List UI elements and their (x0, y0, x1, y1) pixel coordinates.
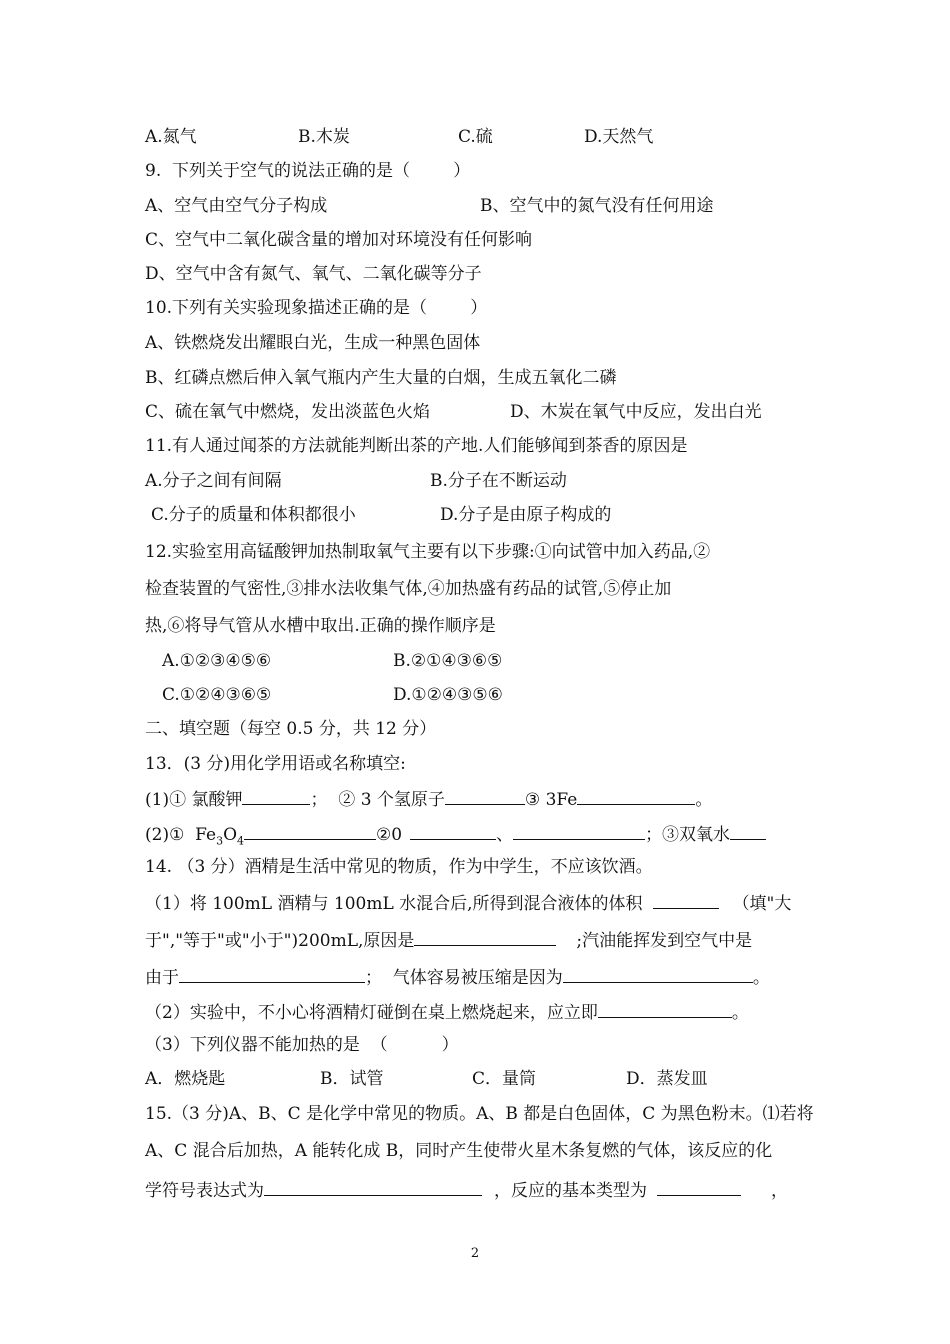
q8-option-a: A.氮气 (145, 127, 197, 147)
blank[interactable] (179, 965, 365, 983)
q12-line-2: 检查装置的气密性,③排水法收集气体,④加热盛有药品的试管,⑤停止加 (145, 579, 672, 599)
q13-r2-label-2: ②0 (376, 825, 403, 845)
q8-option-c: C.硫 (458, 127, 493, 147)
q13-row-1 (145, 787, 712, 811)
q14-text: ； 气体容易被压缩是因为 (365, 968, 563, 988)
blank[interactable] (653, 891, 719, 909)
q14-line-2 (145, 928, 752, 952)
q10-option-c: C、硫在氧气中燃烧，发出淡蓝色火焰 (145, 402, 431, 422)
q9-option-a: A、空气由空气分子构成 (145, 196, 328, 216)
q14-option-c: C．量筒 (472, 1069, 537, 1089)
q14-text: ;汽油能挥发到空气中是 (576, 931, 753, 951)
q14-line-3 (145, 965, 770, 989)
subscript: 3 (216, 834, 224, 848)
q12-option-a: A.①②③④⑤⑥ (162, 651, 272, 671)
page-number: 2 (470, 1246, 480, 1261)
q13-r2-comma: 、 (496, 825, 514, 845)
blank[interactable] (244, 822, 376, 840)
q14-text: 于","等于"或"小于")200mL,原因是 (145, 931, 415, 951)
q10-option-d: D、木炭在氧气中反应，发出白光 (510, 402, 762, 422)
blank[interactable] (513, 822, 645, 840)
blank[interactable] (577, 787, 695, 805)
q10-option-a: A、铁燃烧发出耀眼白光，生成一种黑色固体 (145, 333, 481, 353)
blank[interactable] (264, 1178, 482, 1196)
q15-line-3 (145, 1178, 788, 1202)
q13-stem: 13．(3 分)用化学用语或名称填空: (145, 754, 406, 774)
blank[interactable] (445, 787, 525, 805)
section-heading: 二、填空题（每空 0.5 分，共 12 分） (145, 719, 437, 739)
q9-option-c: C、空气中二氧化碳含量的增加对环境没有任何影响 (145, 230, 533, 250)
q9-option-b: B、空气中的氮气没有任何用途 (480, 196, 714, 216)
blank[interactable] (410, 822, 496, 840)
q13-row-2 (145, 822, 766, 852)
q10-option-b: B、红磷点燃后伸入氧气瓶内产生大量的白烟，生成五氧化二磷 (145, 368, 617, 388)
q12-line-1: 12.实验室用高锰酸钾加热制取氧气主要有以下步骤:①向试管中加入药品,② (145, 542, 711, 562)
q14-text: 由于 (145, 968, 179, 988)
q14-line-4 (145, 1000, 749, 1024)
blank[interactable] (657, 1178, 741, 1196)
q15-text: ，反应的基本类型为 (494, 1181, 647, 1201)
q14-text: 。 (752, 968, 770, 988)
q14-stem: 14. （3 分）酒精是生活中常见的物质，作为中学生，不应该饮酒。 (145, 857, 653, 877)
q13-r2-label-3: ；③双氧水 (645, 825, 731, 845)
q8-option-b: B.木炭 (298, 127, 350, 147)
q13-r1-label-2: ； ② 3 个氢原子 (310, 790, 445, 810)
q15-text: 学符号表达式为 (145, 1181, 264, 1201)
q10-stem: 10.下列有关实验现象描述正确的是（ ） (145, 298, 488, 318)
q14-text: （2）实验中，不小心将酒精灯碰倒在桌上燃烧起来，应立即 (145, 1003, 598, 1023)
q11-option-b: B.分子在不断运动 (430, 471, 567, 491)
q12-option-d: D.①②④③⑤⑥ (393, 685, 503, 705)
q14-option-a: A．燃烧匙 (145, 1069, 226, 1089)
q11-option-d: D.分子是由原子构成的 (440, 505, 612, 525)
q14-option-b: B．试管 (320, 1069, 384, 1089)
q12-option-c: C.①②④③⑥⑤ (162, 685, 272, 705)
subscript: 4 (237, 834, 244, 848)
q14-text: （填"大 (732, 894, 792, 914)
q14-text: （1）将 100mL 酒精与 100mL 水混合后,所得到混合液体的体积 (145, 894, 643, 914)
blank[interactable] (598, 1000, 732, 1018)
q8-option-d: D.天然气 (584, 127, 654, 147)
q12-option-b: B.②①④③⑥⑤ (393, 651, 503, 671)
q14-text: 。 (731, 1003, 749, 1023)
q11-option-c: C.分子的质量和体积都很小 (151, 505, 356, 525)
q9-option-d: D、空气中含有氮气、氧气、二氧化碳等分子 (145, 264, 482, 284)
blank[interactable] (563, 965, 753, 983)
q13-r1-label-3: ③ 3Fe (524, 790, 578, 810)
q15-line-1: 15.（3 分)A、B、C 是化学中常见的物质。A、B 都是白色固体，C 为黑色粉末。⑴若将 (145, 1104, 814, 1124)
q9-stem: 9. 下列关于空气的说法正确的是（ ） (145, 161, 471, 181)
q14-line-1 (145, 891, 791, 915)
q13-r1-end: 。 (695, 790, 713, 810)
blank[interactable] (242, 787, 310, 805)
q14-line-5: （3）下列仪器不能加热的是 （ ） (145, 1035, 459, 1055)
q11-option-a: A.分子之间有间隔 (145, 471, 282, 491)
q15-text: ， (771, 1181, 788, 1201)
q11-stem: 11.有人通过闻茶的方法就能判断出茶的产地.人们能够闻到茶香的原因是 (145, 436, 688, 456)
blank[interactable] (730, 822, 766, 840)
q13-r2-o: O (223, 825, 237, 845)
q13-r2-label: (2)① Fe (145, 825, 217, 845)
q12-line-3: 热,⑥将导气管从水槽中取出.正确的操作顺序是 (145, 616, 496, 636)
q14-option-d: D．蒸发皿 (626, 1069, 708, 1089)
blank[interactable] (414, 928, 556, 946)
q15-line-2: A、C 混合后加热，A 能转化成 B，同时产生使带火星木条复燃的气体，该反应的化 (145, 1141, 773, 1161)
q13-r1-label: (1)① 氯酸钾 (145, 790, 243, 810)
